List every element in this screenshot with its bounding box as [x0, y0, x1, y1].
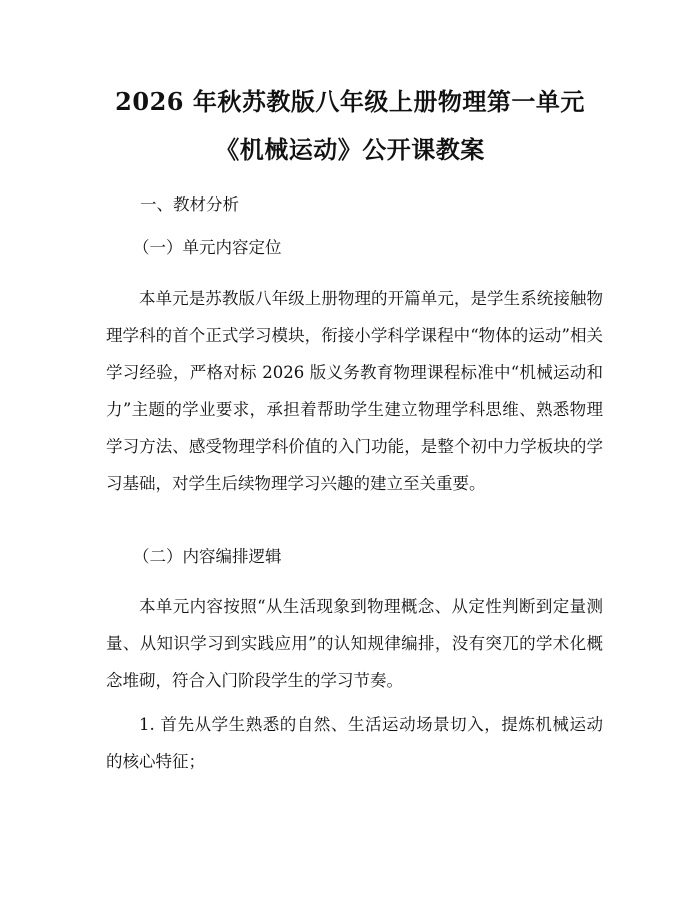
document-title-line-1: 2026 年秋苏教版八年级上册物理第一单元 [115, 87, 585, 116]
paragraph-content-logic: 本单元内容按照“从生活现象到物理概念、从定性判断到定量测量、从知识学习到实践应用”的认知规律编排，没有突兀的学术化概念堆砌，符合入门阶段学生的学习节奏。 [106, 597, 603, 690]
document-title-line-2: 《机械运动》公开课教案 [215, 135, 485, 164]
list-item-1: 1. 首先从学生熟悉的自然、生活运动场景切入，提炼机械运动的核心特征； [106, 715, 603, 771]
paragraph-unit-positioning: 本单元是苏教版八年级上册物理的开篇单元，是学生系统接触物理学科的首个正式学习模块，衔接小学科学课程中“物体的运动”相关学习经验，严格对标 2026 版义务教育物理课程标准中“机械运动和力”主题的学业要求，承担着帮助学生建立物理学科思维、熟悉物理学习方法、感受物理学科价值的入门功能，是整个初中力学板块的学习基础，对学生后续物理学习兴趣的建立至关重要。 [106, 289, 603, 493]
section-heading-teaching-material-analysis: 一、教材分析 [140, 195, 239, 214]
subsection-heading-content-logic: （二）内容编排逻辑 [133, 547, 282, 566]
subsection-heading-unit-positioning: （一）单元内容定位 [133, 238, 282, 257]
